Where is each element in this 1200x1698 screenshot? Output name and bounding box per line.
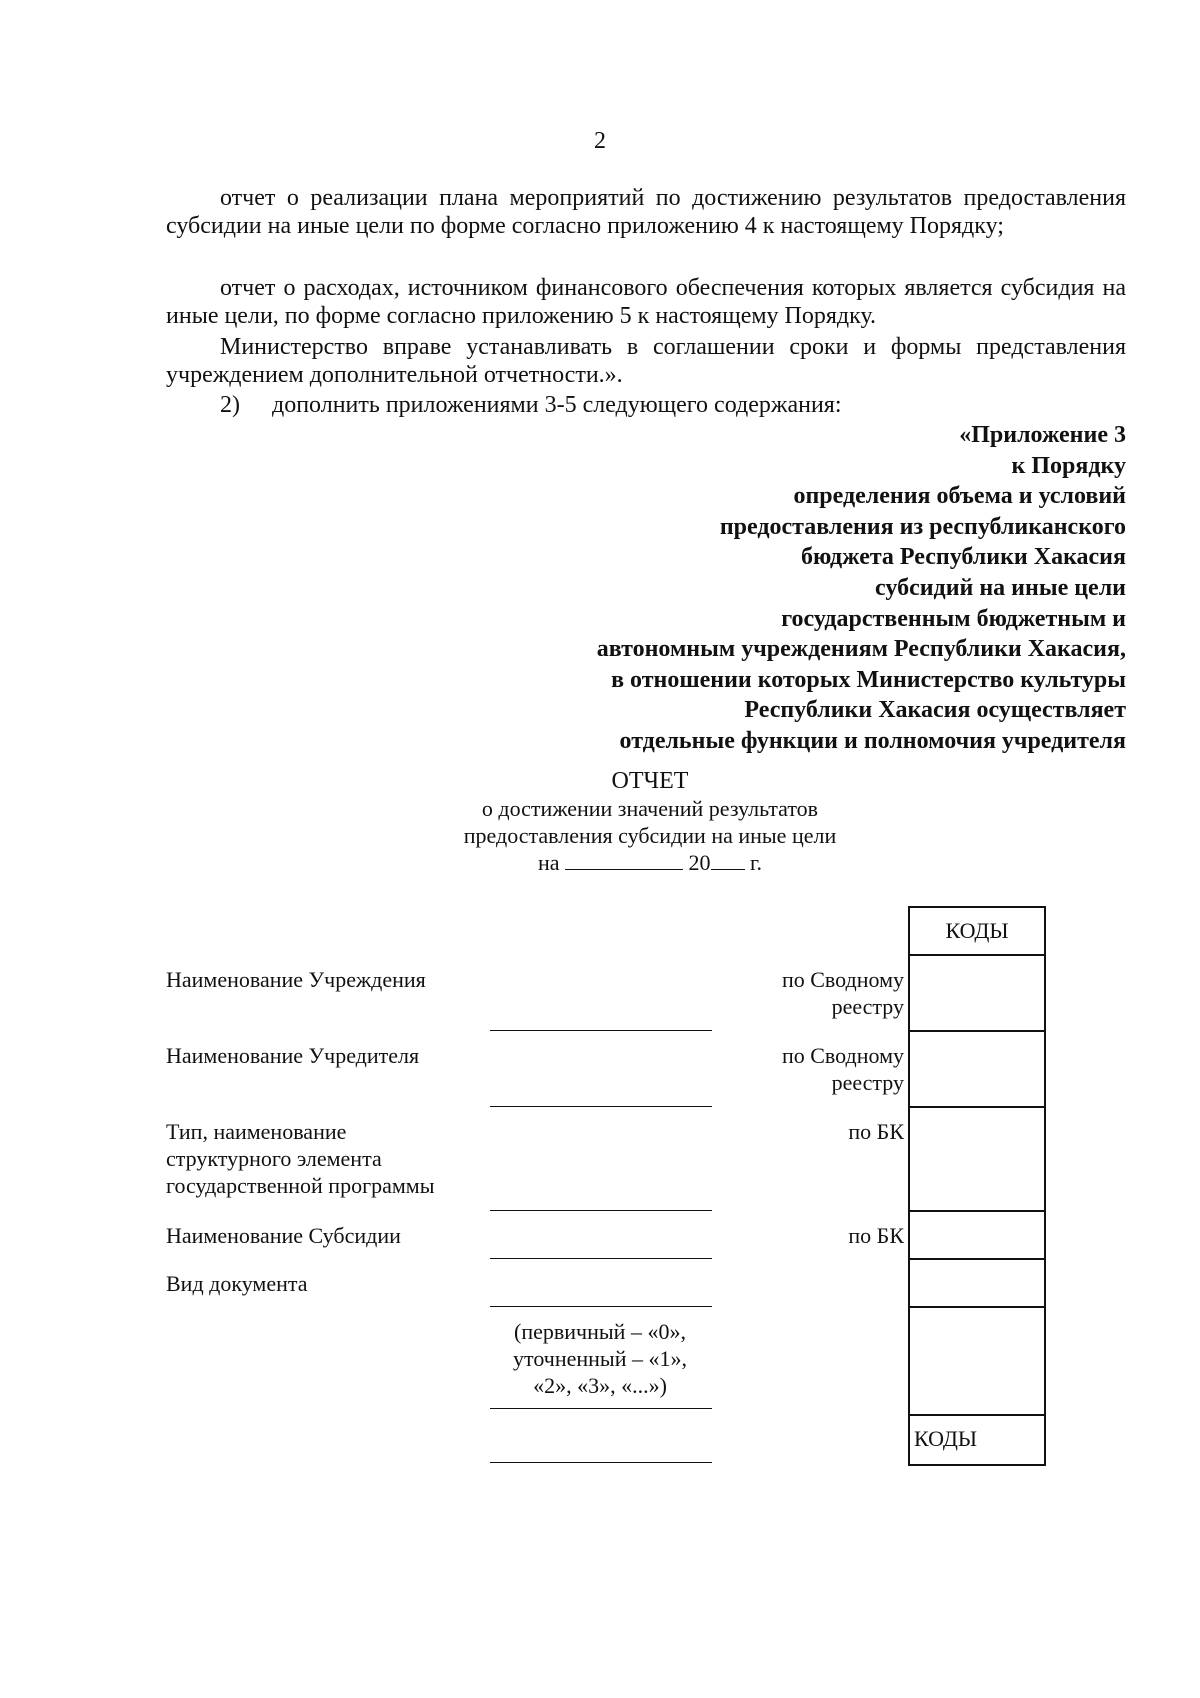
appendix-line: определения объема и условий: [793, 483, 1126, 510]
report-title-block: [300, 768, 1000, 876]
paragraph-report-plan: отчет о реализации плана мероприятий по достижению результатов предоставления субсидии на иные цели по форме согласно приложению 4 к настоящему Порядку;: [166, 185, 1126, 239]
founder-field[interactable]: [490, 1106, 712, 1107]
label-consolidated-register-line-1: по Сводному: [781, 1043, 904, 1068]
extra-field-line[interactable]: [490, 1462, 712, 1463]
report-title: ОТЧЕТ: [611, 768, 689, 794]
label-institution: Наименование Учреждения: [166, 967, 426, 992]
code-cell-institution[interactable]: [908, 956, 1046, 1032]
appendix-line: Республики Хакасия осуществляет: [744, 697, 1126, 724]
label-budget-code: по БК: [848, 1223, 904, 1248]
label-program-element-line-3: государственной программы: [166, 1173, 435, 1198]
label-consolidated-register-line-1: по Сводному: [781, 967, 904, 992]
institution-field[interactable]: [490, 1030, 712, 1031]
paragraph-report-expenses: отчет о расходах, источником финансового обеспечения которых является субсидия на иные цели, по форме согласно приложению 5 к настоящему Порядку.: [166, 275, 1126, 329]
label-consolidated-register-line-2: реестру: [831, 1070, 904, 1095]
appendix-line: субсидий на иные цели: [875, 574, 1126, 601]
list-item-number: 2): [220, 392, 240, 418]
label-program-element-line-2: структурного элемента: [166, 1146, 382, 1171]
report-date-year: 20: [688, 850, 711, 875]
appendix-line: предоставления из республиканского: [719, 513, 1126, 540]
code-cell-doc-type[interactable]: [908, 1260, 1046, 1308]
codes-header: КОДЫ: [908, 906, 1046, 956]
report-date-prefix: на: [537, 850, 560, 875]
subsidy-field[interactable]: [490, 1258, 712, 1259]
codes-footer: КОДЫ: [908, 1416, 1046, 1466]
appendix-line: государственным бюджетным и: [781, 605, 1126, 632]
label-consolidated-register: [782, 966, 904, 1020]
report-date-suffix: г.: [750, 850, 763, 875]
label-subsidy: Наименование Субсидии: [166, 1223, 401, 1248]
label-budget-code: по БК: [848, 1119, 904, 1144]
document-type-hint: [478, 1318, 722, 1399]
code-cell-founder[interactable]: [908, 1032, 1046, 1108]
report-year-blank[interactable]: [711, 851, 745, 870]
program-element-field[interactable]: [490, 1210, 712, 1211]
appendix-line: «Приложение 3: [959, 422, 1126, 448]
report-subtitle-2: предоставления субсидии на иные цели: [463, 823, 837, 848]
code-cell-doc-type-hint[interactable]: [908, 1308, 1046, 1416]
document-type-hint-line-2: уточненный – «1»,: [513, 1346, 687, 1371]
code-cell-subsidy[interactable]: [908, 1212, 1046, 1260]
label-document-type: Вид документа: [166, 1271, 308, 1296]
label-founder: Наименование Учредителя: [166, 1043, 420, 1068]
appendix-line: отдельные функции и полномочия учредителя: [619, 727, 1126, 754]
list-item-text: дополнить приложениями 3-5 следующего содержания:: [272, 392, 842, 418]
label-program-element-line-1: Тип, наименование: [166, 1119, 347, 1144]
list-item: [220, 391, 842, 419]
appendix-line: к Порядку: [1011, 452, 1126, 479]
page-number: 2: [594, 128, 606, 154]
appendix-line: в отношении которых Министерство культуры: [611, 666, 1126, 693]
appendix-line: бюджета Республики Хакасия: [801, 544, 1126, 571]
report-subtitle-1: о достижении значений результатов: [481, 796, 819, 821]
document-type-hint-line[interactable]: [490, 1408, 712, 1409]
report-date-line: [300, 849, 1000, 876]
appendix-header: [506, 420, 1126, 757]
label-consolidated-register-line-2: реестру: [831, 994, 904, 1019]
document-type-hint-line-1: (первичный – «0»,: [514, 1319, 686, 1344]
code-cell-program[interactable]: [908, 1108, 1046, 1212]
label-program-element: [166, 1118, 506, 1199]
document-type-field[interactable]: [490, 1306, 712, 1307]
report-date-blank[interactable]: [565, 851, 683, 870]
paragraph-ministry-rights: Министерство вправе устанавливать в соглашении сроки и формы представления учреждением дополнительной отчетности.».: [166, 334, 1126, 388]
label-consolidated-register: [782, 1042, 904, 1096]
appendix-line: автономным учреждениям Республики Хакасия,: [596, 636, 1126, 663]
document-type-hint-line-3: «2», «3», «...»): [533, 1373, 667, 1398]
